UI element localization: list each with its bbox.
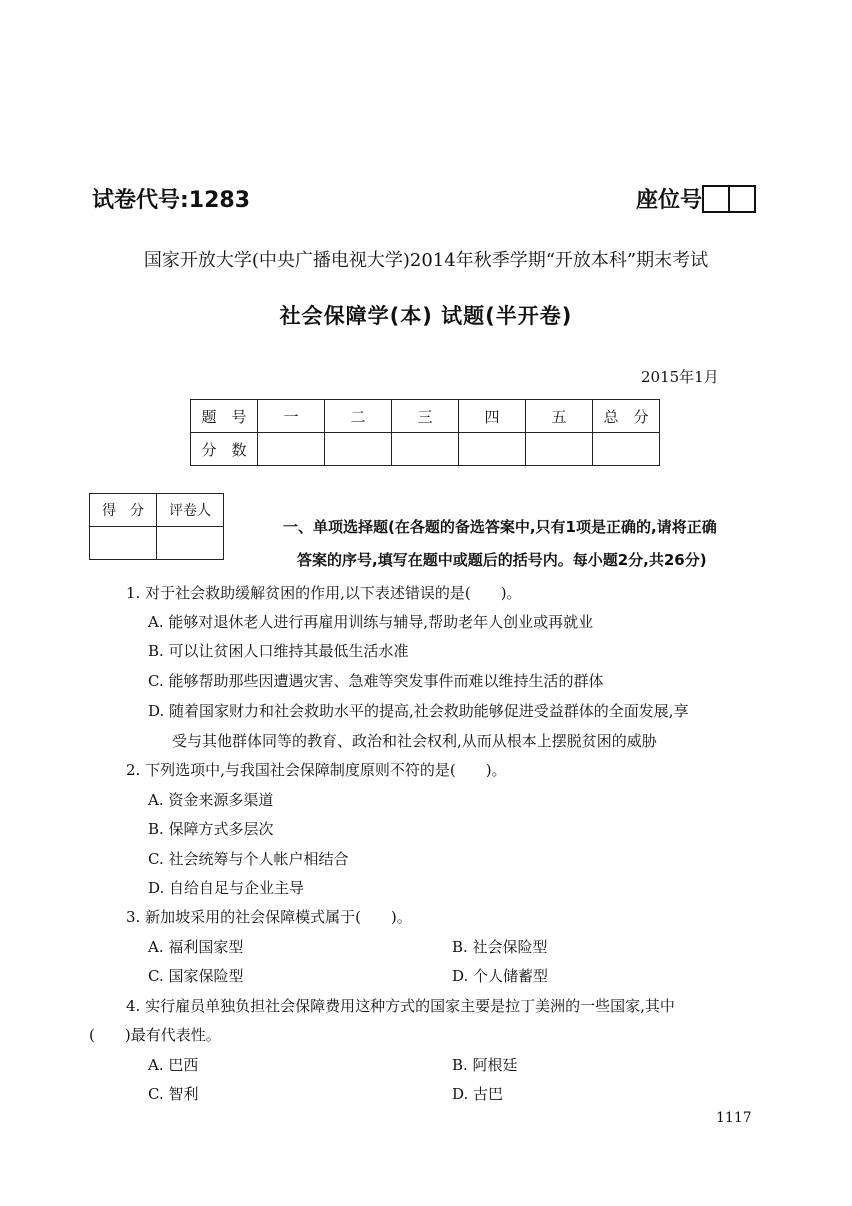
score-cell-q5: 五 [526, 400, 593, 433]
grader-table [89, 493, 224, 560]
grader-score-cell[interactable] [90, 527, 157, 560]
university-line: 国家开放大学(中央广播电视大学)2014年秋季学期“开放本科”期末考试 [143, 250, 709, 271]
question-2-stem: 2. 下列选项中,与我国社会保障制度原则不符的是( )。 [126, 761, 507, 779]
grader-score-label: 得 分 [90, 494, 157, 527]
score-table [190, 399, 660, 466]
question-3-stem: 3. 新加坡采用的社会保障模式属于( )。 [126, 908, 412, 926]
question-4-option-b: B. 阿根廷 [452, 1056, 518, 1074]
score-cell-total: 总 分 [593, 400, 660, 433]
score-input-q1[interactable] [258, 433, 325, 466]
question-1-option-c: C. 能够帮助那些因遭遇灾害、急难等突发事件而难以维持生活的群体 [148, 672, 604, 690]
question-4-stem: 4. 实行雇员单独负担社会保障费用这种方式的国家主要是拉丁美洲的一些国家,其中 [126, 997, 675, 1015]
page-title: 社会保障学(本) 试题(半开卷) [279, 304, 573, 328]
question-4-option-d: D. 古巴 [452, 1085, 504, 1103]
question-1-stem: 1. 对于社会救助缓解贫困的作用,以下表述错误的是( )。 [126, 584, 522, 602]
score-cell-q3: 三 [392, 400, 459, 433]
question-3-option-b: B. 社会保险型 [452, 938, 548, 956]
question-2-option-c: C. 社会统筹与个人帐户相结合 [148, 850, 349, 868]
score-cell-label: 题 号 [191, 400, 258, 433]
score-cell-q4: 四 [459, 400, 526, 433]
score-input-total[interactable] [593, 433, 660, 466]
seat-box-1 [702, 185, 730, 213]
grader-name-label: 评卷人 [157, 494, 224, 527]
question-2-option-d: D. 自给自足与企业主导 [148, 879, 305, 897]
question-1-option-b: B. 可以让贫困人口维持其最低生活水准 [148, 642, 409, 660]
score-input-q4[interactable] [459, 433, 526, 466]
score-row-label: 分 数 [191, 433, 258, 466]
score-table-header-row [191, 400, 660, 433]
exam-date: 2015年1月 [641, 368, 719, 386]
question-2-option-a: A. 资金来源多渠道 [148, 791, 274, 809]
question-1-option-a: A. 能够对退休老人进行再雇用训练与辅导,帮助老年人创业或再就业 [148, 613, 594, 631]
seat-label: 座位号 [636, 188, 703, 213]
score-input-q2[interactable] [325, 433, 392, 466]
score-table-score-row [191, 433, 660, 466]
question-3-option-a: A. 福利国家型 [148, 938, 244, 956]
question-2-option-b: B. 保障方式多层次 [148, 820, 274, 838]
question-4-option-c: C. 智利 [148, 1085, 199, 1103]
score-input-q3[interactable] [392, 433, 459, 466]
grader-name-cell[interactable] [157, 527, 224, 560]
score-input-q5[interactable] [526, 433, 593, 466]
question-1-option-d: D. 随着国家财力和社会救助水平的提高,社会救助能够促进受益群体的全面发展,享 [148, 702, 689, 720]
score-cell-q1: 一 [258, 400, 325, 433]
section-heading-line1: 一、单项选择题(在各题的备选答案中,只有1项是正确的,请将正确 [283, 518, 717, 536]
question-4-stem-cont: ( )最有代表性。 [89, 1026, 221, 1044]
section-heading-line2: 答案的序号,填写在题中或题后的括号内。每小题2分,共26分) [297, 551, 707, 569]
score-cell-q2: 二 [325, 400, 392, 433]
exam-code: 试卷代号:1283 [92, 188, 251, 213]
page-number: 1117 [716, 1110, 752, 1126]
question-3-option-d: D. 个人储蓄型 [452, 967, 549, 985]
question-3-option-c: C. 国家保险型 [148, 967, 244, 985]
seat-number [636, 183, 756, 214]
question-4-option-a: A. 巴西 [148, 1056, 199, 1074]
seat-box-2 [730, 185, 756, 213]
question-1-option-d-cont: 受与其他群体同等的教育、政治和社会权利,从而从根本上摆脱贫困的威胁 [172, 732, 657, 750]
